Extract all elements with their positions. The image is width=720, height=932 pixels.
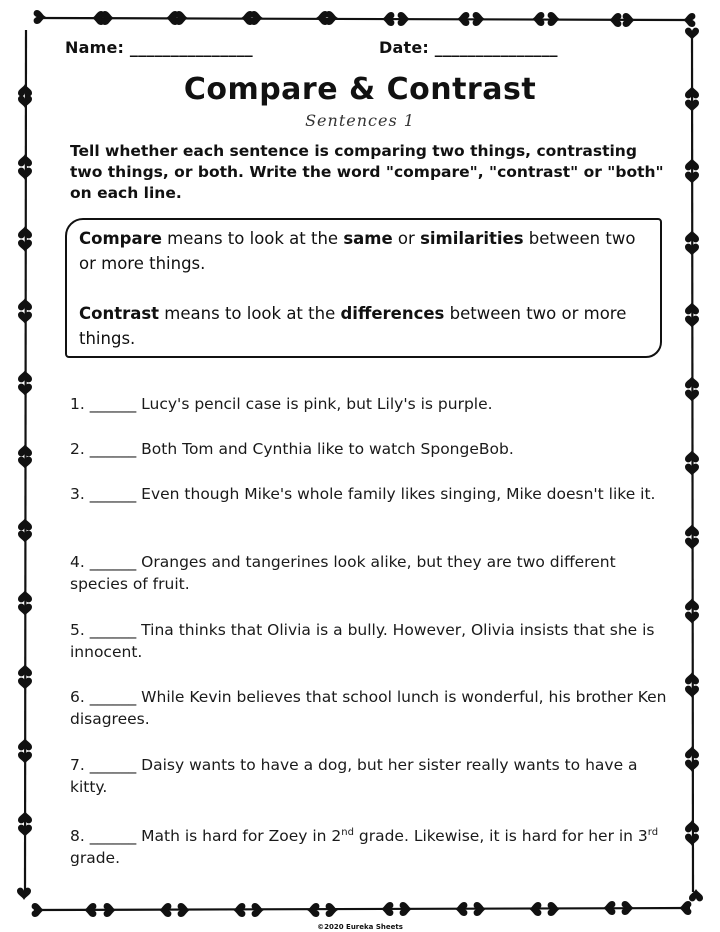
contrast-definition	[79, 301, 648, 351]
ordinal-suffix: rd	[647, 827, 659, 838]
def-text: means to look at the	[161, 229, 344, 248]
question-8	[70, 822, 670, 869]
question-text: Lucy's pencil case is pink, but Lily's is purple.	[141, 395, 493, 413]
def-text: means to look at the	[159, 304, 341, 323]
question-text: Math is hard for Zoey in 2	[141, 827, 342, 846]
question-text: Daisy wants to have a dog, but her sister really wants to have a kitty.	[70, 756, 638, 796]
definitions-box	[65, 218, 662, 358]
answer-blank[interactable]: ______	[89, 395, 137, 413]
answer-blank[interactable]: ______	[89, 688, 137, 706]
question-7	[70, 754, 670, 798]
question-text: Even though Mike's whole family likes singing, Mike doesn't like it.	[141, 485, 656, 503]
compare-definition	[79, 226, 648, 276]
def-text: between two or more things.	[79, 304, 627, 348]
question-number: 3.	[70, 485, 85, 503]
def-text: or	[392, 229, 421, 248]
question-number: 7.	[70, 756, 85, 774]
date-field-label[interactable]: Date: _______________	[379, 38, 558, 57]
answer-blank[interactable]: ______	[89, 756, 137, 774]
question-number: 1.	[70, 395, 85, 413]
contrast-term: Contrast	[79, 304, 160, 323]
worksheet-title: Compare & Contrast	[183, 72, 537, 107]
keyword-similarities: similarities	[420, 229, 524, 248]
keyword-differences: differences	[340, 304, 445, 323]
ordinal-suffix: nd	[341, 827, 354, 838]
copyright-footer: ©2020 Eureka Sheets	[317, 923, 403, 931]
answer-blank[interactable]: ______	[89, 553, 137, 571]
question-text: Oranges and tangerines look alike, but they are two different species of fruit.	[70, 553, 616, 593]
answer-blank[interactable]: ______	[89, 485, 137, 503]
question-4	[70, 551, 670, 595]
question-number: 2.	[70, 440, 85, 458]
answer-blank[interactable]: ______	[89, 621, 137, 639]
question-text: Tina thinks that Olivia is a bully. However, Olivia insists that she is innocent.	[70, 621, 655, 661]
answer-blank[interactable]: ______	[89, 440, 137, 458]
question-text: grade. Likewise, it is hard for her in 3	[353, 827, 648, 846]
question-6	[70, 686, 670, 730]
question-text: Both Tom and Cynthia like to watch SpongeBob.	[141, 440, 514, 458]
question-number: 5.	[70, 621, 85, 639]
instructions: Tell whether each sentence is comparing two things, contrasting two things, or both. Write the word "compare", "contrast" or "both" on each line.	[70, 142, 664, 202]
question-3	[70, 483, 670, 505]
keyword-same: same	[343, 229, 393, 248]
answer-blank[interactable]: ______	[89, 827, 137, 846]
def-text: between two or more things.	[79, 229, 636, 273]
name-field-label[interactable]: Name: _______________	[65, 38, 253, 57]
question-number: 8.	[70, 827, 85, 846]
question-number: 4.	[70, 553, 85, 571]
compare-term: Compare	[79, 229, 162, 248]
question-number: 6.	[70, 688, 85, 706]
question-text: While Kevin believes that school lunch is wonderful, his brother Ken disagrees.	[70, 688, 667, 728]
worksheet-subtitle: Sentences 1	[305, 111, 415, 130]
question-text: grade.	[70, 849, 121, 868]
question-2	[70, 438, 670, 460]
question-5	[70, 619, 670, 663]
question-1	[70, 393, 670, 415]
